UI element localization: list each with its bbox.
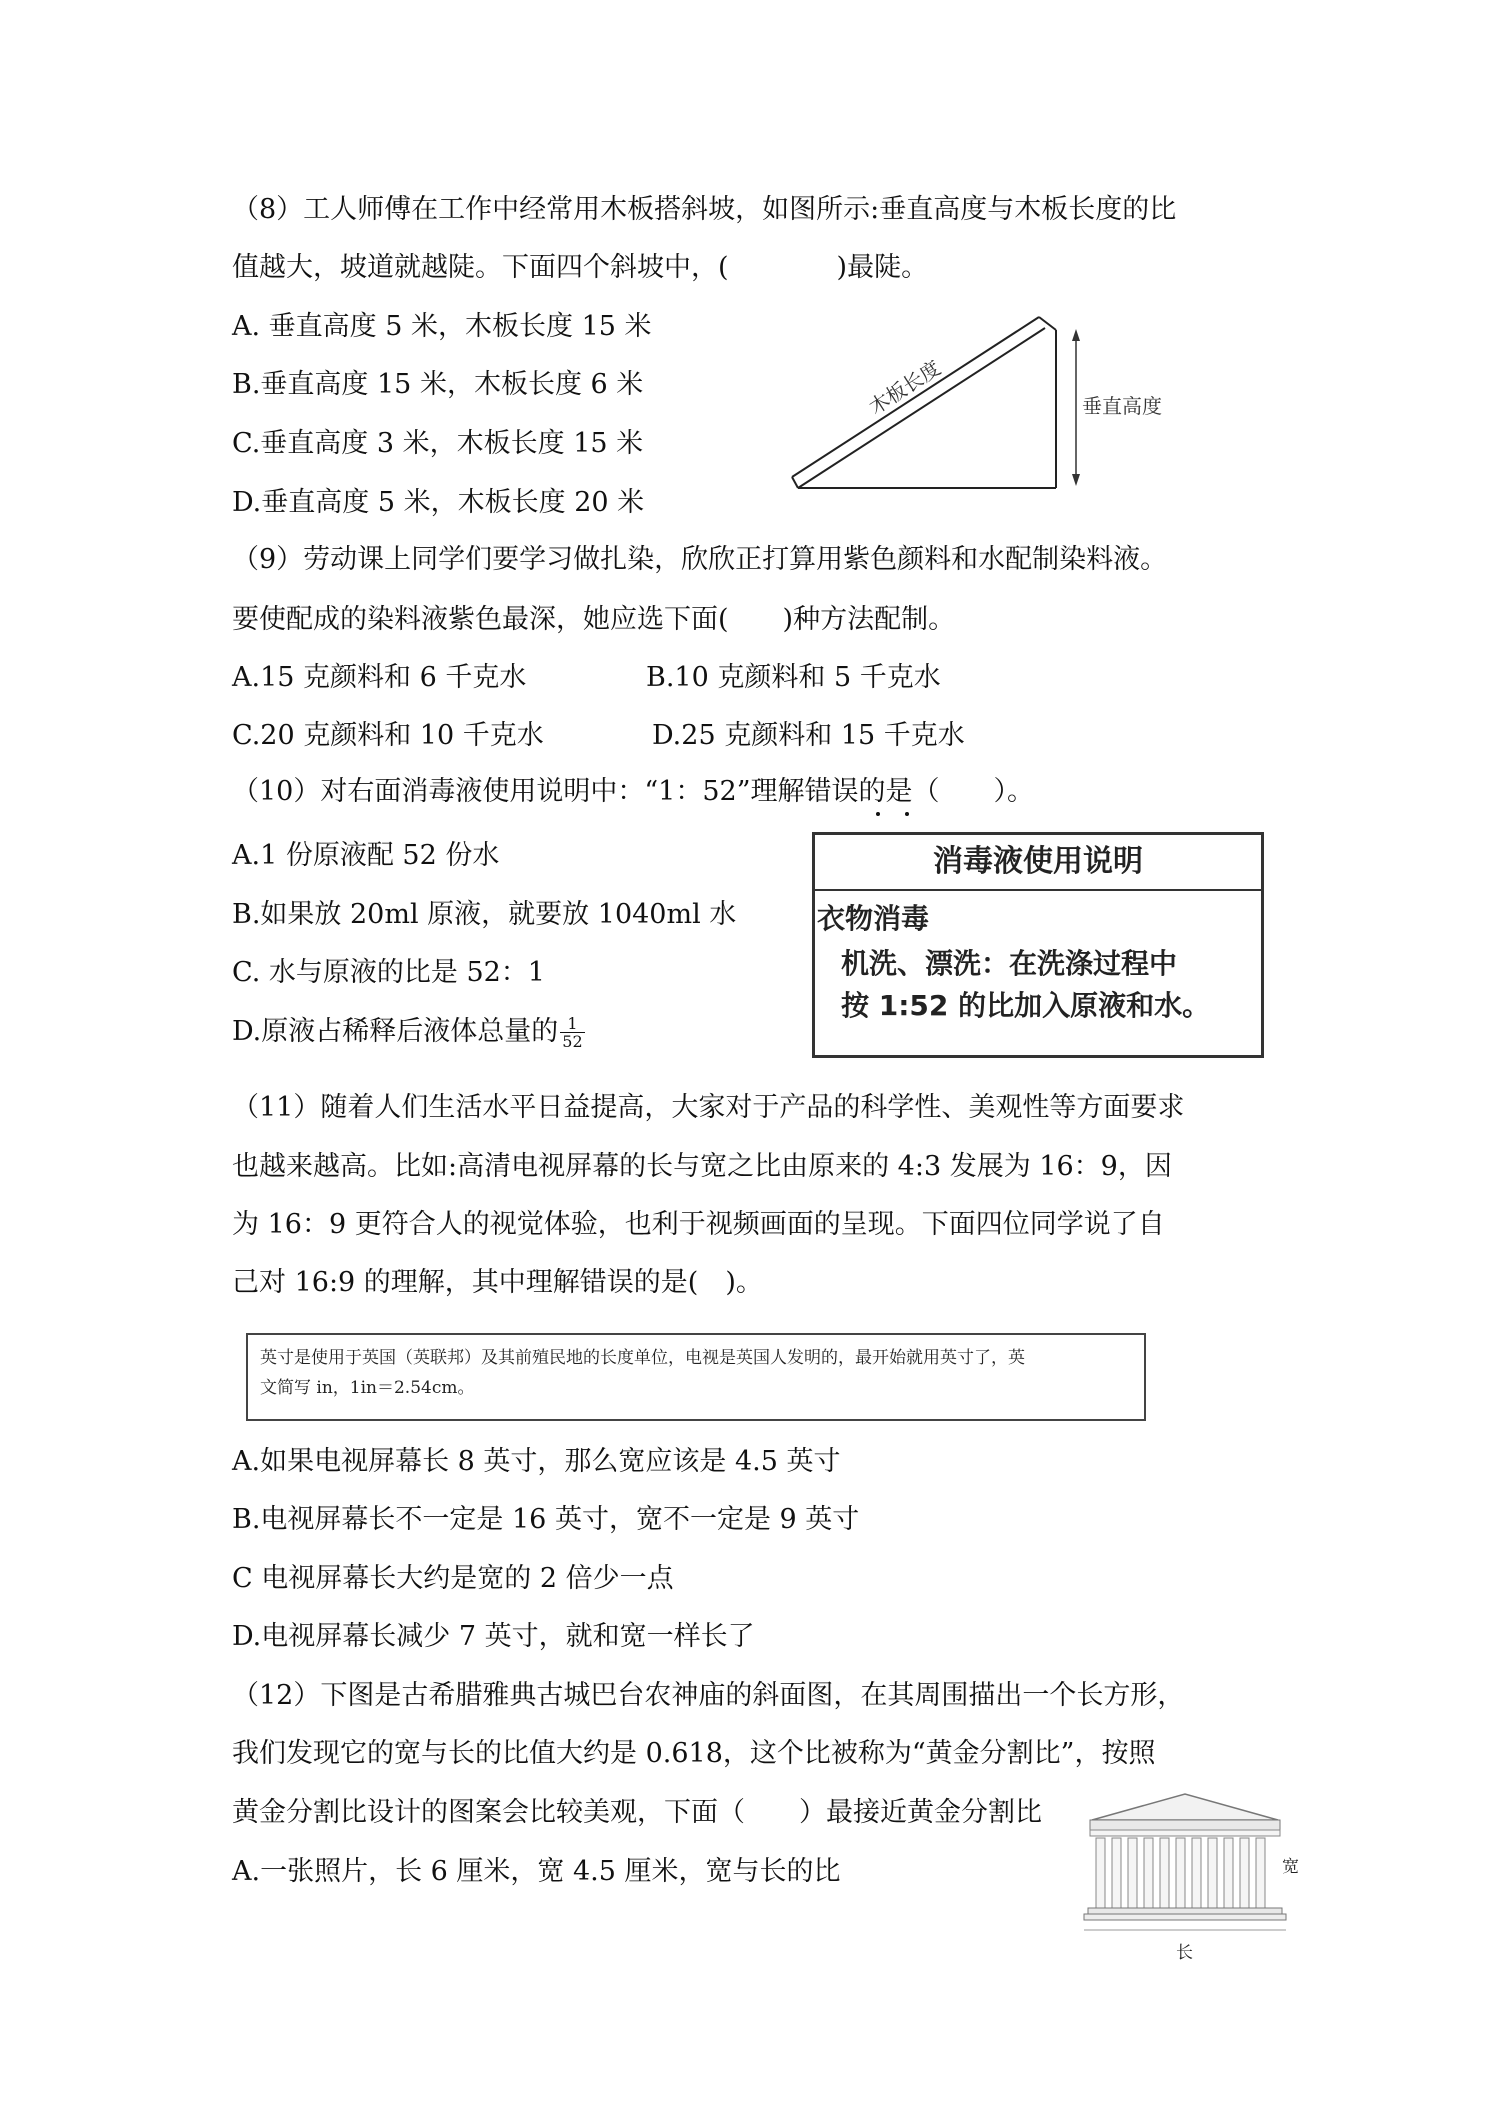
q9-option-b: B.10 克颜料和 5 千克水 [646, 662, 941, 693]
q11-option-d: D.电视屏幕长减少 7 英寸，就和宽一样长了 [232, 1621, 755, 1652]
slope-figure [790, 295, 1170, 505]
q11-stem-line-4: 己对 16:9 的理解，其中理解错误的是( )。 [232, 1267, 763, 1298]
q10-option-a: A.1 份原液配 52 份水 [232, 840, 500, 871]
q8-option-c: C.垂直高度 3 米，木板长度 15 米 [232, 428, 644, 459]
instructions-body-line-1: 机洗、漂洗：在洗涤过程中 [841, 947, 1178, 980]
width-label: 宽 [1282, 1857, 1299, 1877]
q11-stem-line-3: 为 16：9 更符合人的视觉体验，也利于视频画面的呈现。下面四位同学说了自 [232, 1209, 1165, 1240]
inch-info-line-2: 文简写 in，1in＝2.54cm。 [260, 1378, 475, 1398]
vertical-height-label: 垂直高度 [1082, 394, 1162, 418]
parthenon-figure [1070, 1780, 1300, 1970]
board-length-label: 木板长度 [864, 355, 945, 420]
q10-option-c: C. 水与原液的比是 52：1 [232, 957, 545, 988]
fraction [560, 1015, 584, 1050]
q9-option-a: A.15 克颜料和 6 千克水 [232, 662, 527, 693]
instructions-body-line-2: 按 1:52 的比加入原液和水。 [841, 989, 1211, 1022]
length-label: 长 [1176, 1943, 1193, 1963]
emphasis-dot [905, 812, 909, 816]
disinfectant-instructions-box [812, 832, 1264, 1058]
instructions-body [815, 935, 1261, 1027]
q10-stem: （10）对右面消毒液使用说明中：“1：52”理解错误的是（ ）。 [232, 776, 1034, 807]
q8-stem-line-2: 值越大，坡道就越陡。下面四个斜坡中，( )最陡。 [232, 252, 929, 283]
q9-stem-line-1: （9）劳动课上同学们要学习做扎染，欣欣正打算用紫色颜料和水配制染料液。 [232, 544, 1168, 575]
q10-option-b: B.如果放 20ml 原液，就要放 1040ml 水 [232, 899, 737, 930]
q8-stem-line-1: （8）工人师傅在工作中经常用木板搭斜坡，如图所示:垂直高度与木板长度的比 [232, 194, 1177, 225]
q8-option-a: A. 垂直高度 5 米，木板长度 15 米 [232, 311, 652, 342]
q10-option-d-text: D.原液占稀释后液体总量的 [232, 1016, 559, 1047]
q12-stem-line-3: 黄金分割比设计的图案会比较美观，下面（ ）最接近黄金分割比 [232, 1797, 1042, 1828]
q11-option-c: C 电视屏幕长大约是宽的 2 倍少一点 [232, 1563, 674, 1594]
q8-option-b: B.垂直高度 15 米，木板长度 6 米 [232, 369, 644, 400]
q12-stem-line-2: 我们发现它的宽与长的比值大约是 0.618，这个比被称为“黄金分割比”，按照 [232, 1738, 1156, 1769]
inch-info-box [246, 1333, 1146, 1421]
q11-stem-line-2: 也越来越高。比如:高清电视屏幕的长与宽之比由原来的 4:3 发展为 16：9，因 [232, 1151, 1172, 1182]
fraction-numerator: 1 [560, 1015, 584, 1033]
q9-stem-line-2: 要使配成的染料液紫色最深，她应选下面( )种方法配制。 [232, 604, 956, 635]
q10-option-d [232, 1012, 585, 1052]
emphasis-dot [876, 812, 880, 816]
q12-stem-line-1: （12）下图是古希腊雅典古城巴台农神庙的斜面图，在其周围描出一个长方形， [232, 1680, 1185, 1711]
q11-stem-line-1: （11）随着人们生活水平日益提高，大家对于产品的科学性、美观性等方面要求 [232, 1092, 1185, 1123]
q9-option-d: D.25 克颜料和 15 千克水 [652, 720, 965, 751]
instructions-subtitle: 衣物消毒 [817, 902, 930, 935]
q11-option-b: B.电视屏幕长不一定是 16 英寸，宽不一定是 9 英寸 [232, 1504, 860, 1535]
q11-option-a: A.如果电视屏幕长 8 英寸，那么宽应该是 4.5 英寸 [232, 1446, 841, 1477]
q12-option-a: A.一张照片，长 6 厘米，宽 4.5 厘米，宽与长的比 [232, 1856, 841, 1887]
instructions-title: 消毒液使用说明 [815, 835, 1261, 891]
fraction-denominator: 52 [562, 1032, 583, 1051]
inch-info-line-1: 英寸是使用于英国（英联邦）及其前殖民地的长度单位，电视是英国人发明的，最开始就用英寸了，英 [260, 1348, 1025, 1368]
q9-option-c: C.20 克颜料和 10 千克水 [232, 720, 544, 751]
q8-option-d: D.垂直高度 5 米，木板长度 20 米 [232, 487, 645, 518]
